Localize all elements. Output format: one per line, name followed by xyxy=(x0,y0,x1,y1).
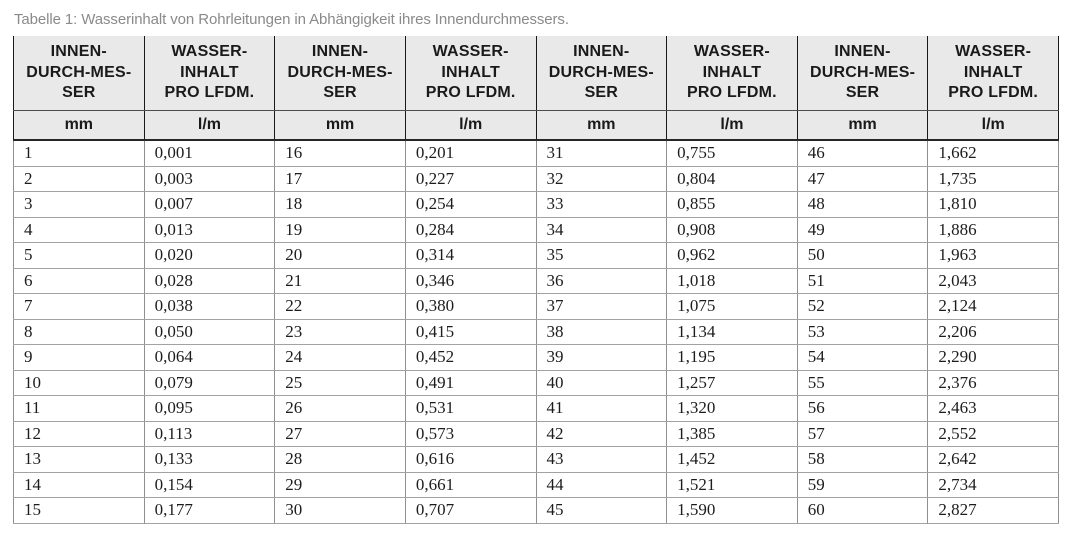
diameter-value-cell: 5 xyxy=(14,243,145,269)
water-content-value-cell: 2,552 xyxy=(928,421,1059,447)
water-content-value-cell: 0,050 xyxy=(144,319,275,345)
table-row xyxy=(14,498,1059,524)
header-line: DURCH-MES- xyxy=(810,63,916,81)
diameter-column-header xyxy=(14,36,145,111)
diameter-value-cell: 24 xyxy=(275,345,406,371)
diameter-value-cell: 21 xyxy=(275,268,406,294)
water-content-value-cell: 1,662 xyxy=(928,140,1059,166)
header-line: WASSER- xyxy=(171,42,248,60)
water-content-value-cell: 0,573 xyxy=(405,421,536,447)
diameter-column-header xyxy=(797,36,928,111)
diameter-value-cell: 46 xyxy=(797,140,928,166)
diameter-value-cell: 19 xyxy=(275,217,406,243)
water-content-value-cell: 0,452 xyxy=(405,345,536,371)
diameter-value-cell: 40 xyxy=(536,370,667,396)
water-content-value-cell: 1,320 xyxy=(667,396,798,422)
water-content-value-cell: 0,113 xyxy=(144,421,275,447)
diameter-value-cell: 7 xyxy=(14,294,145,320)
diameter-value-cell: 49 xyxy=(797,217,928,243)
diameter-value-cell: 28 xyxy=(275,447,406,473)
water-content-column-header xyxy=(405,36,536,111)
diameter-unit-header: mm xyxy=(275,111,406,141)
diameter-value-cell: 25 xyxy=(275,370,406,396)
diameter-value-cell: 44 xyxy=(536,472,667,498)
table-row xyxy=(14,166,1059,192)
water-content-value-cell: 0,531 xyxy=(405,396,536,422)
water-content-value-cell: 2,124 xyxy=(928,294,1059,320)
diameter-value-cell: 41 xyxy=(536,396,667,422)
water-content-value-cell: 0,013 xyxy=(144,217,275,243)
water-content-value-cell: 0,314 xyxy=(405,243,536,269)
diameter-value-cell: 42 xyxy=(536,421,667,447)
water-content-unit-header: l/m xyxy=(405,111,536,141)
water-content-value-cell: 0,227 xyxy=(405,166,536,192)
table-row xyxy=(14,421,1059,447)
table-row xyxy=(14,319,1059,345)
header-line: INNEN- xyxy=(573,42,630,60)
diameter-column-header xyxy=(536,36,667,111)
water-content-value-cell: 0,661 xyxy=(405,472,536,498)
diameter-value-cell: 54 xyxy=(797,345,928,371)
water-content-value-cell: 0,380 xyxy=(405,294,536,320)
diameter-unit-header: mm xyxy=(536,111,667,141)
diameter-value-cell: 22 xyxy=(275,294,406,320)
header-line: WASSER- xyxy=(693,42,770,60)
water-content-value-cell: 0,079 xyxy=(144,370,275,396)
diameter-value-cell: 18 xyxy=(275,192,406,218)
header-line: DURCH-MES- xyxy=(287,63,393,81)
diameter-value-cell: 10 xyxy=(14,370,145,396)
table-row xyxy=(14,447,1059,473)
water-content-value-cell: 0,154 xyxy=(144,472,275,498)
diameter-value-cell: 31 xyxy=(536,140,667,166)
diameter-value-cell: 45 xyxy=(536,498,667,524)
water-content-value-cell: 0,804 xyxy=(667,166,798,192)
table-row xyxy=(14,140,1059,166)
diameter-value-cell: 16 xyxy=(275,140,406,166)
water-content-value-cell: 1,735 xyxy=(928,166,1059,192)
water-content-value-cell: 0,133 xyxy=(144,447,275,473)
diameter-value-cell: 29 xyxy=(275,472,406,498)
water-content-value-cell: 0,284 xyxy=(405,217,536,243)
diameter-value-cell: 13 xyxy=(14,447,145,473)
header-line: INNEN- xyxy=(50,42,107,60)
water-content-value-cell: 0,007 xyxy=(144,192,275,218)
header-name-row xyxy=(14,36,1059,111)
header-line: WASSER- xyxy=(432,42,509,60)
header-line: SER xyxy=(584,84,619,102)
header-line: PRO LFDM. xyxy=(164,84,255,102)
diameter-value-cell: 55 xyxy=(797,370,928,396)
table-row xyxy=(14,396,1059,422)
diameter-value-cell: 32 xyxy=(536,166,667,192)
diameter-value-cell: 36 xyxy=(536,268,667,294)
header-unit-row xyxy=(14,111,1059,141)
diameter-value-cell: 39 xyxy=(536,345,667,371)
header-line: SER xyxy=(845,84,880,102)
water-content-value-cell: 0,415 xyxy=(405,319,536,345)
water-content-value-cell: 1,257 xyxy=(667,370,798,396)
water-content-value-cell: 1,385 xyxy=(667,421,798,447)
diameter-value-cell: 48 xyxy=(797,192,928,218)
water-content-value-cell: 1,075 xyxy=(667,294,798,320)
diameter-unit-header: mm xyxy=(14,111,145,141)
diameter-value-cell: 57 xyxy=(797,421,928,447)
diameter-value-cell: 23 xyxy=(275,319,406,345)
diameter-value-cell: 47 xyxy=(797,166,928,192)
diameter-value-cell: 6 xyxy=(14,268,145,294)
diameter-value-cell: 52 xyxy=(797,294,928,320)
diameter-value-cell: 1 xyxy=(14,140,145,166)
table-row xyxy=(14,345,1059,371)
water-content-value-cell: 2,642 xyxy=(928,447,1059,473)
water-content-value-cell: 0,177 xyxy=(144,498,275,524)
water-content-value-cell: 1,018 xyxy=(667,268,798,294)
diameter-value-cell: 60 xyxy=(797,498,928,524)
diameter-value-cell: 27 xyxy=(275,421,406,447)
diameter-value-cell: 12 xyxy=(14,421,145,447)
water-content-value-cell: 1,521 xyxy=(667,472,798,498)
water-content-value-cell: 2,290 xyxy=(928,345,1059,371)
diameter-unit-header: mm xyxy=(797,111,928,141)
diameter-value-cell: 59 xyxy=(797,472,928,498)
water-content-value-cell: 0,003 xyxy=(144,166,275,192)
diameter-value-cell: 56 xyxy=(797,396,928,422)
water-content-column-header xyxy=(667,36,798,111)
diameter-value-cell: 50 xyxy=(797,243,928,269)
water-content-column-header xyxy=(928,36,1059,111)
diameter-value-cell: 2 xyxy=(14,166,145,192)
header-line: PRO LFDM. xyxy=(948,84,1039,102)
header-line: SER xyxy=(62,84,96,102)
water-content-value-cell: 1,452 xyxy=(667,447,798,473)
header-line: INHALT xyxy=(441,63,501,81)
water-content-value-cell: 2,463 xyxy=(928,396,1059,422)
diameter-value-cell: 4 xyxy=(14,217,145,243)
header-line: INHALT xyxy=(180,63,239,81)
diameter-value-cell: 38 xyxy=(536,319,667,345)
table-caption: Tabelle 1: Wasserinhalt von Rohrleitungen in Abhängigkeit ihres Innendurchmessers. xyxy=(14,11,569,28)
water-content-value-cell: 0,201 xyxy=(405,140,536,166)
diameter-value-cell: 20 xyxy=(275,243,406,269)
water-content-value-cell: 2,827 xyxy=(928,498,1059,524)
diameter-value-cell: 37 xyxy=(536,294,667,320)
water-content-value-cell: 0,038 xyxy=(144,294,275,320)
water-content-unit-header: l/m xyxy=(667,111,798,141)
water-content-value-cell: 0,346 xyxy=(405,268,536,294)
water-content-unit-header: l/m xyxy=(144,111,275,141)
water-content-value-cell: 2,734 xyxy=(928,472,1059,498)
diameter-value-cell: 33 xyxy=(536,192,667,218)
water-content-value-cell: 2,043 xyxy=(928,268,1059,294)
water-content-value-cell: 1,810 xyxy=(928,192,1059,218)
header-line: INNEN- xyxy=(834,42,891,60)
diameter-value-cell: 11 xyxy=(14,396,145,422)
table-row xyxy=(14,217,1059,243)
water-content-value-cell: 0,028 xyxy=(144,268,275,294)
water-content-value-cell: 0,095 xyxy=(144,396,275,422)
diameter-value-cell: 17 xyxy=(275,166,406,192)
water-content-value-cell: 0,908 xyxy=(667,217,798,243)
water-content-value-cell: 0,962 xyxy=(667,243,798,269)
header-line: WASSER- xyxy=(955,42,1032,60)
header-line: PRO LFDM. xyxy=(425,84,516,102)
table-header xyxy=(14,36,1059,140)
table-row xyxy=(14,294,1059,320)
header-line: INHALT xyxy=(702,63,762,81)
header-line: PRO LFDM. xyxy=(687,84,777,102)
water-content-value-cell: 2,206 xyxy=(928,319,1059,345)
diameter-value-cell: 15 xyxy=(14,498,145,524)
diameter-value-cell: 35 xyxy=(536,243,667,269)
header-line: DURCH-MES- xyxy=(26,63,132,81)
diameter-value-cell: 30 xyxy=(275,498,406,524)
water-content-value-cell: 1,134 xyxy=(667,319,798,345)
diameter-value-cell: 58 xyxy=(797,447,928,473)
water-content-value-cell: 0,254 xyxy=(405,192,536,218)
diameter-value-cell: 3 xyxy=(14,192,145,218)
diameter-value-cell: 8 xyxy=(14,319,145,345)
diameter-value-cell: 26 xyxy=(275,396,406,422)
diameter-value-cell: 43 xyxy=(536,447,667,473)
diameter-column-header xyxy=(275,36,406,111)
table-body xyxy=(14,140,1059,523)
diameter-value-cell: 53 xyxy=(797,319,928,345)
table-row xyxy=(14,472,1059,498)
water-content-value-cell: 1,590 xyxy=(667,498,798,524)
water-content-column-header xyxy=(144,36,275,111)
water-content-value-cell: 0,491 xyxy=(405,370,536,396)
water-content-value-cell: 1,963 xyxy=(928,243,1059,269)
table-row xyxy=(14,268,1059,294)
diameter-value-cell: 51 xyxy=(797,268,928,294)
diameter-value-cell: 9 xyxy=(14,345,145,371)
diameter-value-cell: 34 xyxy=(536,217,667,243)
water-content-value-cell: 1,195 xyxy=(667,345,798,371)
header-line: DURCH-MES- xyxy=(548,63,654,81)
water-content-value-cell: 0,755 xyxy=(667,140,798,166)
water-content-unit-header: l/m xyxy=(928,111,1059,141)
water-content-value-cell: 2,376 xyxy=(928,370,1059,396)
header-line: SER xyxy=(323,84,357,102)
header-line: INNEN- xyxy=(311,42,369,60)
water-content-value-cell: 0,064 xyxy=(144,345,275,371)
water-content-table xyxy=(13,36,1059,524)
table-row xyxy=(14,192,1059,218)
water-content-value-cell: 0,020 xyxy=(144,243,275,269)
water-content-value-cell: 1,886 xyxy=(928,217,1059,243)
water-content-value-cell: 0,616 xyxy=(405,447,536,473)
table-row xyxy=(14,243,1059,269)
diameter-value-cell: 14 xyxy=(14,472,145,498)
header-line: INHALT xyxy=(963,63,1023,81)
water-content-value-cell: 0,855 xyxy=(667,192,798,218)
water-content-value-cell: 0,707 xyxy=(405,498,536,524)
table-row xyxy=(14,370,1059,396)
water-content-value-cell: 0,001 xyxy=(144,140,275,166)
